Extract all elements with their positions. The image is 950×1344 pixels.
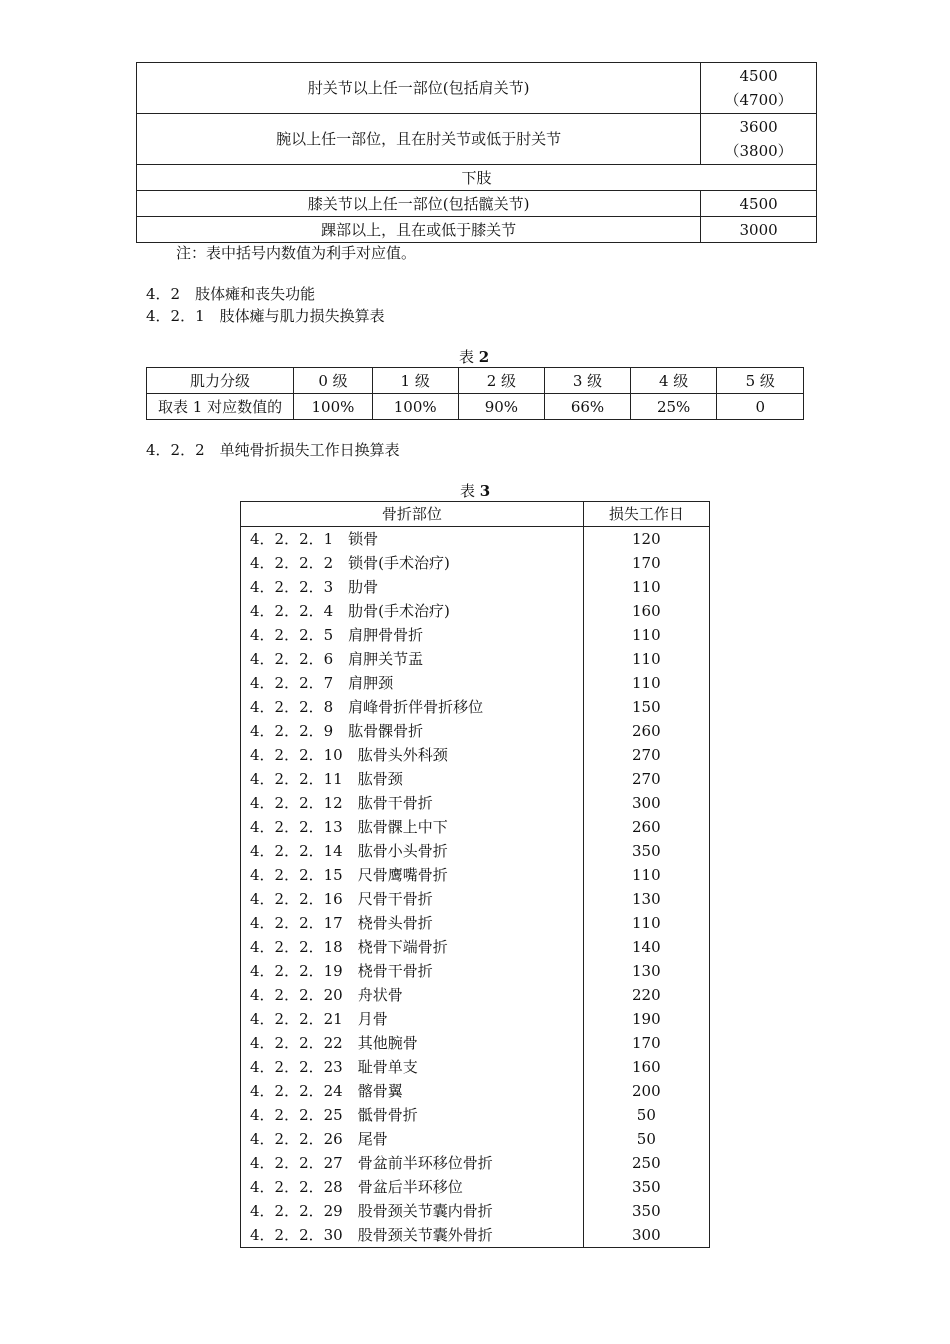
table-3-caption [460,481,490,501]
table-row [241,671,710,695]
caption-prefix: 表 [460,482,476,500]
value-dominant-hand: （3800） [724,142,793,160]
fracture-site-cell: 4．2．2．4 肋骨(手术治疗) [241,599,584,623]
section-heading-4-2: 4．2 肢体瘫和丧失功能 [146,285,316,303]
table-row [241,695,710,719]
table-row [241,911,710,935]
lost-workdays-cell: 110 [583,575,709,599]
fracture-site-cell: 4．2．2．6 肩胛关节盂 [241,647,584,671]
fracture-site-cell: 4．2．2．17 桡骨头骨折 [241,911,584,935]
fracture-site-cell: 4．2．2．30 股骨颈关节囊外骨折 [241,1223,584,1248]
header-cell: 1 级 [372,368,458,394]
table-row [137,217,817,243]
table-row [137,191,817,217]
table-row [241,959,710,983]
fracture-site-cell: 4．2．2．26 尾骨 [241,1127,584,1151]
header-cell: 3 级 [545,368,631,394]
lost-workdays-cell: 50 [583,1127,709,1151]
table-row [241,1103,710,1127]
lost-workdays-cell: 170 [583,551,709,575]
fracture-site-cell: 4．2．2．14 肱骨小头骨折 [241,839,584,863]
table-cell: 100% [372,394,458,420]
table-cell-value [701,63,817,114]
table-row [241,527,710,552]
table-row [241,1175,710,1199]
fracture-site-cell: 4．2．2．28 骨盆后半环移位 [241,1175,584,1199]
table-row [241,983,710,1007]
lost-workdays-cell: 110 [583,647,709,671]
table-row [241,839,710,863]
table-cell-label: 膝关节以上任一部位(包括髋关节) [137,191,701,217]
header-cell: 2 级 [458,368,545,394]
table-row [241,551,710,575]
table-row [147,394,804,420]
header-cell-lost-workdays: 损失工作日 [583,502,709,527]
fracture-site-cell: 4．2．2．27 骨盆前半环移位骨折 [241,1151,584,1175]
table-cell-value: 4500 [701,191,817,217]
lost-workdays-cell: 190 [583,1007,709,1031]
fracture-site-cell: 4．2．2．29 股骨颈关节囊内骨折 [241,1199,584,1223]
fracture-site-cell: 4．2．2．11 肱骨颈 [241,767,584,791]
table-row [137,63,817,114]
section-heading-4-2-2: 4．2．2 单纯骨折损失工作日换算表 [146,441,400,459]
fracture-site-cell: 4．2．2．3 肋骨 [241,575,584,599]
section-lower-limb: 下肢 [137,165,817,191]
fracture-site-cell: 4．2．2．24 髂骨翼 [241,1079,584,1103]
lost-workdays-cell: 110 [583,671,709,695]
lost-workdays-cell: 300 [583,791,709,815]
lost-workdays-cell: 270 [583,767,709,791]
table-2-muscle-strength [146,367,804,420]
table-cell: 100% [294,394,373,420]
fracture-site-cell: 4．2．2．10 肱骨头外科颈 [241,743,584,767]
table-cell-label: 肘关节以上任一部位(包括肩关节) [137,63,701,114]
table-row [241,791,710,815]
table-row [241,767,710,791]
lost-workdays-cell: 160 [583,599,709,623]
table-row [241,1031,710,1055]
table-section-row [137,165,817,191]
header-cell: 5 级 [717,368,804,394]
lost-workdays-cell: 130 [583,959,709,983]
fracture-site-cell: 4．2．2．5 肩胛骨骨折 [241,623,584,647]
table-row [241,599,710,623]
caption-number: 2 [478,348,490,366]
lost-workdays-cell: 160 [583,1055,709,1079]
lost-workdays-cell: 200 [583,1079,709,1103]
table-cell: 取表 1 对应数值的 [147,394,294,420]
lost-workdays-cell: 110 [583,911,709,935]
header-cell-fracture-site: 骨折部位 [241,502,584,527]
value-primary: 4500 [739,67,778,85]
table-row [241,719,710,743]
lost-workdays-cell: 250 [583,1151,709,1175]
table-1-note: 注：表中括号内数值为利手对应值。 [176,244,417,262]
fracture-site-cell: 4．2．2．23 耻骨单支 [241,1055,584,1079]
table-header-row [147,368,804,394]
table-cell-value [701,114,817,165]
table-cell-label: 腕以上任一部位，且在肘关节或低于肘关节 [137,114,701,165]
table-row [241,575,710,599]
table-3-body [241,502,710,1248]
value-dominant-hand: （4700） [724,91,793,109]
lost-workdays-cell: 270 [583,743,709,767]
table-row [241,743,710,767]
table-row [241,1151,710,1175]
lost-workdays-cell: 260 [583,719,709,743]
table-header-row [241,502,710,527]
table-row [241,815,710,839]
caption-number: 3 [479,482,491,500]
value-primary: 3600 [739,118,778,136]
fracture-site-cell: 4．2．2．8 肩峰骨折伴骨折移位 [241,695,584,719]
lost-workdays-cell: 170 [583,1031,709,1055]
lost-workdays-cell: 350 [583,1199,709,1223]
table-cell: 66% [545,394,631,420]
table-row [241,1223,710,1248]
lost-workdays-cell: 130 [583,887,709,911]
fracture-site-cell: 4．2．2．25 骶骨骨折 [241,1103,584,1127]
fracture-site-cell: 4．2．2．22 其他腕骨 [241,1031,584,1055]
header-cell: 4 级 [630,368,717,394]
table-row [241,1055,710,1079]
fracture-site-cell: 4．2．2．21 月骨 [241,1007,584,1031]
header-cell: 肌力分级 [147,368,294,394]
fracture-site-cell: 4．2．2．18 桡骨下端骨折 [241,935,584,959]
table-1-upper-lower-limb [136,62,817,243]
table-row [241,887,710,911]
lost-workdays-cell: 300 [583,1223,709,1248]
table-cell: 25% [630,394,717,420]
lost-workdays-cell: 120 [583,527,709,552]
table-row [137,114,817,165]
table-2-caption [459,347,489,367]
fracture-site-cell: 4．2．2．12 肱骨干骨折 [241,791,584,815]
fracture-site-cell: 4．2．2．13 肱骨髁上中下 [241,815,584,839]
table-cell-label: 踝部以上，且在或低于膝关节 [137,217,701,243]
table-cell: 90% [458,394,545,420]
header-cell: 0 级 [294,368,373,394]
table-3-fracture-workdays [240,501,710,1248]
table-row [241,647,710,671]
lost-workdays-cell: 140 [583,935,709,959]
lost-workdays-cell: 110 [583,623,709,647]
table-row [241,623,710,647]
lost-workdays-cell: 350 [583,1175,709,1199]
fracture-site-cell: 4．2．2．15 尺骨鹰嘴骨折 [241,863,584,887]
table-row [241,863,710,887]
table-row [241,1199,710,1223]
table-row [241,1007,710,1031]
lost-workdays-cell: 110 [583,863,709,887]
fracture-site-cell: 4．2．2．2 锁骨(手术治疗) [241,551,584,575]
table-cell: 0 [717,394,804,420]
fracture-site-cell: 4．2．2．9 肱骨髁骨折 [241,719,584,743]
fracture-site-cell: 4．2．2．19 桡骨干骨折 [241,959,584,983]
section-heading-4-2-1: 4．2．1 肢体瘫与肌力损失换算表 [146,307,385,325]
table-row [241,1079,710,1103]
table-row [241,1127,710,1151]
fracture-site-cell: 4．2．2．16 尺骨干骨折 [241,887,584,911]
fracture-site-cell: 4．2．2．20 舟状骨 [241,983,584,1007]
caption-prefix: 表 [459,348,475,366]
fracture-site-cell: 4．2．2．7 肩胛颈 [241,671,584,695]
fracture-site-cell: 4．2．2．1 锁骨 [241,527,584,552]
lost-workdays-cell: 150 [583,695,709,719]
lost-workdays-cell: 260 [583,815,709,839]
lost-workdays-cell: 220 [583,983,709,1007]
table-cell-value: 3000 [701,217,817,243]
lost-workdays-cell: 350 [583,839,709,863]
lost-workdays-cell: 50 [583,1103,709,1127]
table-row [241,935,710,959]
